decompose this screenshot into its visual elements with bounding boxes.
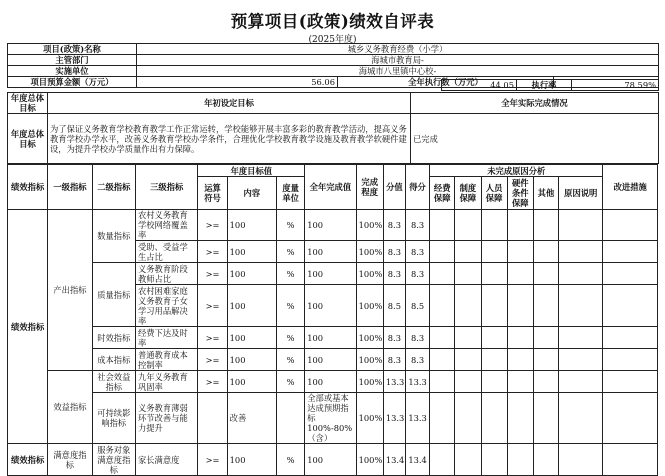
done-cell: 100	[305, 263, 356, 285]
score-cell: 8.3	[383, 349, 405, 371]
reason-cell	[559, 285, 603, 327]
unit-cell: %	[277, 241, 305, 263]
reason-cell	[430, 285, 455, 327]
score-cell: 8.3	[383, 327, 405, 349]
l1-header: 一级指标	[48, 165, 92, 210]
l3-cell: 农村困难家庭义务教育子女学习用品解决率	[135, 285, 197, 327]
content-cell: 100	[227, 263, 276, 285]
improve-cell	[603, 349, 658, 371]
goals-table	[7, 92, 659, 164]
initial-goal-header: 年初设定目标	[48, 93, 411, 114]
l3-cell: 九年义务教育巩固率	[135, 371, 197, 393]
reason-cell	[507, 371, 533, 393]
improve-header: 改进措施	[603, 165, 658, 210]
target-group-header: 年度目标值	[198, 165, 305, 177]
overall-goal-label: 年度总体目标	[8, 93, 48, 114]
got-cell: 8.3	[405, 241, 429, 263]
actual-text: 已完成	[411, 114, 659, 164]
reason-cell	[533, 210, 558, 241]
content-cell: 100	[227, 327, 276, 349]
reason-cell	[455, 349, 481, 371]
got-cell: 8.5	[405, 285, 429, 327]
benefit-group-label: 效益指标	[48, 371, 92, 444]
reason-cell	[507, 210, 533, 241]
done-cell: 100	[305, 210, 356, 241]
reason-cell	[507, 263, 533, 285]
reason-cell	[559, 241, 603, 263]
score-cell: 13.3	[383, 393, 405, 444]
op-cell: >=	[198, 371, 227, 393]
improve-cell	[603, 210, 658, 241]
improve-cell	[603, 371, 658, 393]
reason-cell	[481, 241, 507, 263]
improve-cell	[603, 285, 658, 327]
reason-cell	[455, 210, 481, 241]
score-header: 分值	[383, 165, 405, 210]
done-cell: 100	[305, 285, 356, 327]
reason-cell	[559, 210, 603, 241]
rate-value: 78.59%	[572, 80, 659, 91]
done-cell: 全部或基本达成预期指标100%-80%（含）	[305, 393, 356, 444]
content-cell: 100	[227, 349, 276, 371]
l2-cell: 数量指标	[92, 210, 135, 263]
l3-cell: 家长满意度	[135, 444, 197, 476]
reason-cell	[533, 444, 558, 476]
perf-bottom-label: 绩效指标	[8, 444, 48, 476]
reason-cell	[455, 285, 481, 327]
got-cell: 13.3	[405, 371, 429, 393]
reason-cell	[481, 444, 507, 476]
reason-other-header: 其他	[533, 177, 558, 210]
op-cell: >=	[198, 349, 227, 371]
reason-cell	[533, 285, 558, 327]
reason-cell	[559, 349, 603, 371]
l3-cell: 农村义务教育学校网络覆盖率	[135, 210, 197, 241]
improve-cell	[603, 327, 658, 349]
unit-header: 度量单位	[277, 177, 305, 210]
unit-cell: %	[277, 263, 305, 285]
degree-cell: 100%	[356, 263, 383, 285]
degree-cell: 100%	[356, 393, 383, 444]
degree-cell: 100%	[356, 327, 383, 349]
degree-cell: 100%	[356, 371, 383, 393]
got-header: 得分	[405, 165, 429, 210]
done-cell: 100	[305, 241, 356, 263]
reason-desc-header: 原因说明	[559, 177, 603, 210]
reason-cell	[533, 241, 558, 263]
improve-cell	[603, 263, 658, 285]
op-cell: >=	[198, 327, 227, 349]
l2-header: 二级指标	[92, 165, 135, 210]
rate-row	[441, 79, 659, 91]
reason-cell	[481, 349, 507, 371]
improve-cell	[603, 393, 658, 444]
got-cell: 13.3	[405, 393, 429, 444]
project-name-value: 城乡义务教育经费（小学）	[137, 44, 659, 55]
l2-cell: 社会效益指标	[92, 371, 135, 393]
reason-cell	[559, 263, 603, 285]
reason-cell	[507, 444, 533, 476]
reason-cell	[559, 393, 603, 444]
reason-cell	[455, 393, 481, 444]
l2-cell: 服务对象满意度指标	[92, 444, 135, 476]
dept-value: 海城市教育局-	[137, 55, 659, 66]
op-cell: >=	[198, 241, 227, 263]
content-header: 内容	[227, 177, 276, 210]
rate-label: 执行率	[517, 80, 572, 91]
reason-cell	[559, 444, 603, 476]
reason-group-header: 未完成原因分析	[430, 165, 603, 177]
page-subtitle: (2025年度)	[308, 35, 357, 45]
indicator-table	[7, 164, 658, 476]
reason-cell	[455, 371, 481, 393]
unit-cell: %	[277, 210, 305, 241]
reason-cell	[533, 349, 558, 371]
unit-cell	[277, 393, 305, 444]
score-cell: 8.3	[383, 263, 405, 285]
op-cell	[198, 393, 227, 444]
degree-header: 完成程度	[356, 165, 383, 210]
reason-cell	[533, 263, 558, 285]
page-title: 预算项目(政策)绩效自评表	[230, 12, 435, 31]
score-cell: 13.4	[383, 444, 405, 476]
reason-cell	[481, 263, 507, 285]
reason-cell	[559, 371, 603, 393]
reason-cell	[430, 371, 455, 393]
reason-cell	[430, 263, 455, 285]
done-cell: 100	[305, 327, 356, 349]
reason-cell	[507, 393, 533, 444]
full-value-header: 全年完成值	[305, 165, 356, 210]
reason-cell	[430, 241, 455, 263]
l2-cell: 可持续影响指标	[92, 393, 135, 444]
unit-cell: %	[277, 327, 305, 349]
budget-value: 56.06	[137, 77, 338, 88]
reason-cell	[507, 349, 533, 371]
reason-cell	[481, 285, 507, 327]
score-cell: 13.3	[383, 371, 405, 393]
score-cell: 8.5	[383, 285, 405, 327]
degree-cell: 100%	[356, 349, 383, 371]
l3-header: 三级指标	[135, 165, 197, 210]
got-cell: 8.3	[405, 349, 429, 371]
content-cell: 100	[227, 210, 276, 241]
satisfaction-group-label: 满意度指标	[48, 444, 92, 476]
unit-cell: %	[277, 371, 305, 393]
reason-funding-header: 经费保障	[430, 177, 455, 210]
op-cell: >=	[198, 285, 227, 327]
unit-label: 实施单位	[8, 66, 137, 77]
reason-cell	[430, 393, 455, 444]
l3-cell: 普通教育成本控制率	[135, 349, 197, 371]
l3-cell: 受助、受益学生占比	[135, 241, 197, 263]
improve-cell	[603, 241, 658, 263]
reason-cell	[559, 327, 603, 349]
l2-cell: 时效指标	[92, 327, 135, 349]
reason-cell	[430, 444, 455, 476]
reason-staff-header: 人员保障	[481, 177, 507, 210]
l2-cell: 成本指标	[92, 349, 135, 371]
reason-cell	[481, 327, 507, 349]
degree-cell: 100%	[356, 241, 383, 263]
score-cell: 8.3	[383, 241, 405, 263]
reason-cell	[455, 327, 481, 349]
degree-cell: 100%	[356, 210, 383, 241]
reason-cell	[430, 349, 455, 371]
reason-cell	[481, 371, 507, 393]
done-cell: 100	[305, 371, 356, 393]
improve-cell	[603, 444, 658, 476]
perf-group-label: 绩效指标	[8, 210, 48, 444]
reason-cell	[455, 444, 481, 476]
l2-cell: 质量指标	[92, 263, 135, 327]
reason-cell	[455, 263, 481, 285]
project-name-label: 项目(政策)名称	[8, 44, 137, 55]
unit-cell: %	[277, 349, 305, 371]
perf-header: 绩效指标	[8, 165, 48, 210]
content-cell: 100	[227, 285, 276, 327]
got-cell: 13.4	[405, 444, 429, 476]
degree-cell: 100%	[356, 285, 383, 327]
dept-label: 主管部门	[8, 55, 137, 66]
l3-cell: 经费下达及时率	[135, 327, 197, 349]
l3-cell: 义务教育薄弱环节改善与能力提升	[135, 393, 197, 444]
reason-cell	[533, 327, 558, 349]
overall-goal-label-2: 年度总体目标	[8, 114, 48, 164]
actual-header: 全年实际完成情况	[411, 93, 659, 114]
op-cell: >=	[198, 210, 227, 241]
content-cell: 100	[227, 444, 276, 476]
output-group-label: 产出指标	[48, 210, 92, 371]
reason-cell	[455, 241, 481, 263]
exec-value-cell: 44.05	[442, 80, 517, 91]
unit-value: 海城市八里镇中心校-	[137, 66, 659, 77]
reason-cell	[507, 241, 533, 263]
reason-cell	[507, 285, 533, 327]
reason-cell	[533, 393, 558, 444]
reason-hardware-header: 硬件条件保障	[507, 177, 533, 210]
exec-label: 全年执行数（万元）	[338, 77, 554, 88]
got-cell: 8.3	[405, 263, 429, 285]
op-cell: >=	[198, 263, 227, 285]
got-cell: 8.3	[405, 210, 429, 241]
reason-cell	[481, 210, 507, 241]
reason-cell	[430, 210, 455, 241]
reason-cell	[481, 393, 507, 444]
done-cell: 100	[305, 444, 356, 476]
initial-goal-text: 为了保证义务教育学校教育教学工作正常运转，学校能够开展丰富多彩的教育教学活动，提高义务教育学校办学水平，改善义务教育学校办学条件，合理优化学校教育教学设施及教育教学软硬件建设，为提升学校办学质量作出有力保障。	[48, 114, 411, 164]
unit-cell: %	[277, 444, 305, 476]
budget-label: 项目预算金额（万元）	[8, 77, 137, 88]
degree-cell: 100%	[356, 444, 383, 476]
reason-cell	[533, 371, 558, 393]
reason-cell	[507, 327, 533, 349]
content-cell: 100	[227, 371, 276, 393]
content-cell: 改善	[227, 393, 276, 444]
reason-system-header: 制度保障	[455, 177, 481, 210]
reason-cell	[430, 327, 455, 349]
op-header: 运算符号	[198, 177, 227, 210]
op-cell: >=	[198, 444, 227, 476]
score-cell: 8.3	[383, 210, 405, 241]
got-cell: 8.3	[405, 327, 429, 349]
unit-cell: %	[277, 285, 305, 327]
content-cell: 100	[227, 241, 276, 263]
l3-cell: 义务教育阶段教师占比	[135, 263, 197, 285]
done-cell: 100	[305, 349, 356, 371]
